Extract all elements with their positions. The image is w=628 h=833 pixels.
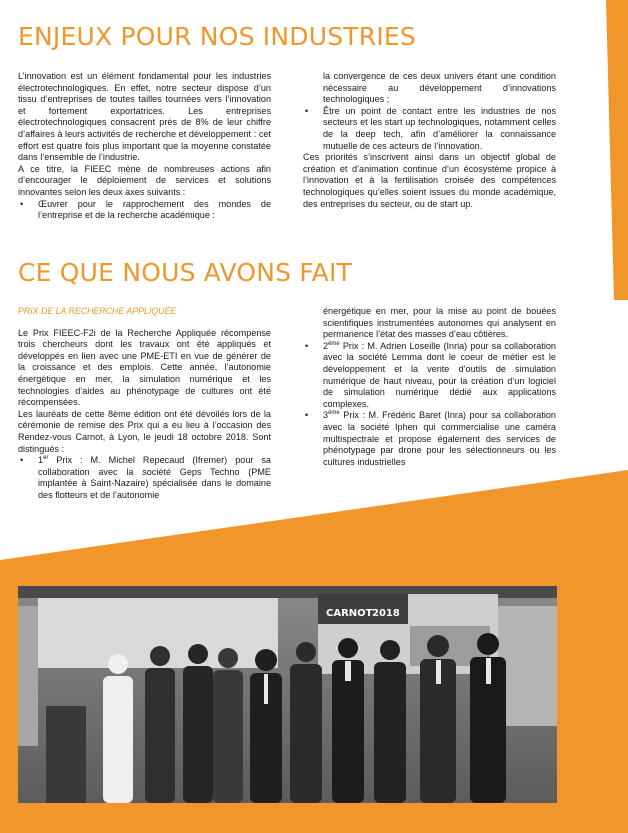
column-1 xyxy=(18,71,271,222)
section-title-enjeux: ENJEUX POUR NOS INDUSTRIES xyxy=(18,22,416,51)
bullet-icon: • xyxy=(305,340,309,351)
bullet-list xyxy=(303,106,556,152)
list-item: • Être un point de contact entre les industries de nos secteurs et les start up technologiques, notamment celles de la deep tech, afin d’améliorer la connaissance mutuelle de ces acteurs de l’innovation. xyxy=(305,105,556,151)
column-3 xyxy=(18,306,271,502)
column-4 xyxy=(303,306,556,468)
group-photo xyxy=(18,586,557,803)
bullet-list xyxy=(303,341,556,469)
group-photo-illustration xyxy=(18,586,557,803)
bullet-icon: • xyxy=(20,455,24,466)
paragraph: L’innovation est un élément fondamental pour les industries électrotechnologiques. En effet, notre secteur dispose d’un tissu d’entreprises de toutes tailles tournées vers l’innovation et fortement exportatrices. Les entreprises électrotechnologiques consacrent près de 8% de leur chiffre d’affaires à leurs activités de recherche et développement : cet effort est quatre fois plus important que la moyenne constatée dans l’ensemble de l’industrie. xyxy=(18,71,271,163)
paragraph: Ces priorités s’inscrivent ainsi dans un objectif global de création et d’animation continue d’un écosystème propice à l’innovation et à la fertilisation croisée des compétences technologiques qu’elles soient issues du monde académique, des entreprises du secteur, ou de start up. xyxy=(303,152,556,209)
bullet-icon: • xyxy=(305,410,309,421)
list-item: • 1er Prix : M. Michel Repecaud (Ifremer) pour sa collaboration avec la société Geps Techno (PME implantée à Saint-Nazaire) spécialisée dans le domaine des flotteurs et de l’autonomie xyxy=(20,455,271,500)
backdrop-year: 2018 xyxy=(372,608,400,619)
list-item: • 2ème Prix : M. Adrien Loseille (Inria) pour sa collaboration avec la société Lemma dont le coeur de métier est le développement et la vente d’outils de simulation numérique de haut niveau, pour la création d’un logiciel de simulation numérique dédié aux applications complexes. xyxy=(305,340,556,409)
bullet-icon: • xyxy=(20,198,24,209)
column-2 xyxy=(303,71,556,210)
bullet-icon: • xyxy=(305,105,309,116)
paragraph: A ce titre, la FIEEC mène de nombreuses actions afin d’encourager le déploiement de services et solutions innovantes selon les deux axes suivants : xyxy=(18,163,271,197)
list-item: • 3ème Prix : M. Frédéric Baret (Inra) pour sa collaboration avec la société Iphen qui commercialise une caméra multispectrale et propose également des services de phénotypage par drone pour les sélectionneurs ou les cultures industrielles xyxy=(305,410,556,467)
bullet-list xyxy=(18,199,271,222)
paragraph: Le Prix FIEEC-F2i de la Recherche Appliquée récompense trois chercheurs dont les travaux ont été appliqués et développés en lien avec une PME-ETI en vue de générer de la croissance et des emplois. Cette année, l’autonomie énergétique en mer, la simulation numérique et les technologies d’aides au phénotypage de cultures ont été récompensées. xyxy=(18,327,271,408)
paragraph: Les lauréats de cette 8ème édition ont été dévoilés lors de la cérémonie de remise des Prix qui a eu lieu à l’occasion des Rendez-vous Carnot, à Lyon, le jeudi 18 octobre 2018. Sont distingués : xyxy=(18,408,271,454)
list-item: • Œuvrer pour le rapprochement des mondes de l’entreprise et de la recherche académique : xyxy=(20,198,271,221)
backdrop-brand: CARNOT xyxy=(326,608,373,619)
bullet-continuation: énergétique en mer, pour la mise au point de bouées scientifiques instrumentées autonomes qui analysent en permanence l’état des masses d’eau côtières. xyxy=(323,306,556,340)
subsection-title: PRIX DE LA RECHERCHE APPLIQUÉE xyxy=(18,306,177,316)
bullet-continuation: la convergence de ces deux univers étant une condition nécessaire au développement d’innovations technologiques ; xyxy=(323,71,556,105)
bullet-list xyxy=(18,455,271,501)
section-title-ce-que-nous-avons-fait: CE QUE NOUS AVONS FAIT xyxy=(18,258,353,287)
